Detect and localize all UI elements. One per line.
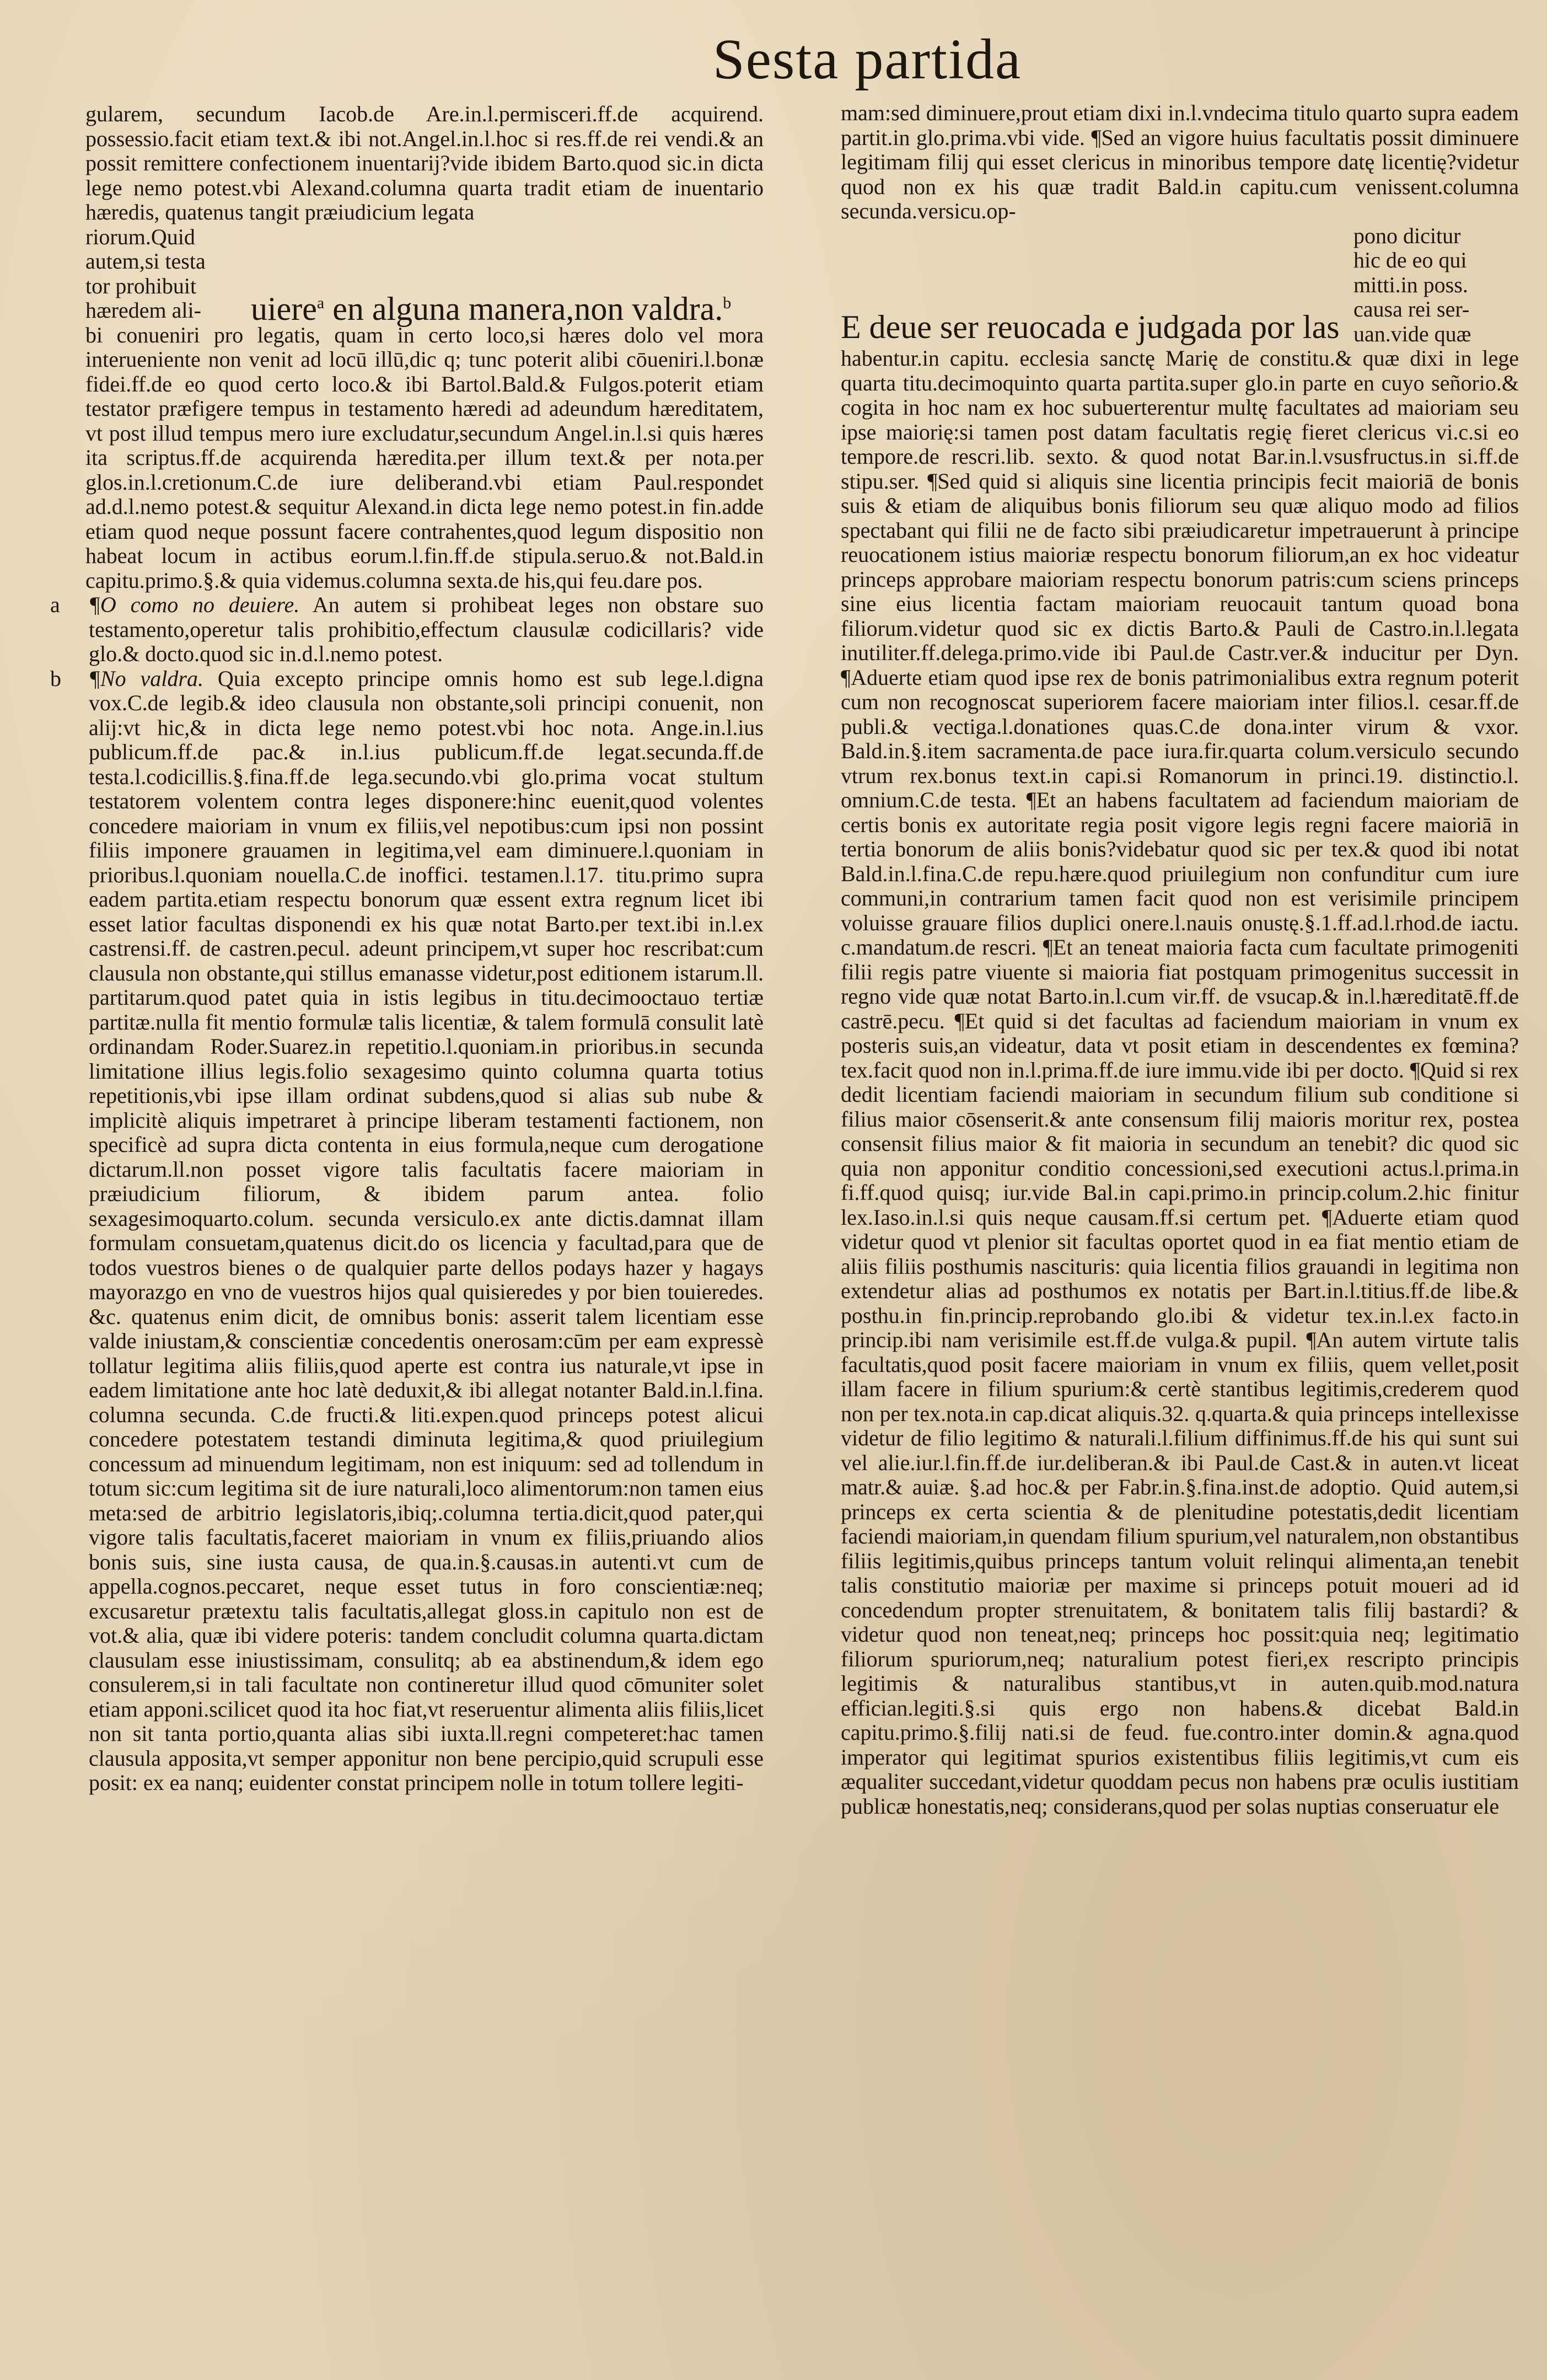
gloss-narrow-lines (1353, 224, 1519, 347)
gloss-line: tor prohibuit (85, 273, 197, 298)
right-paragraph: mam:sed diminuere,prout etiam dixi in.l.vndecima titulo quarto supra eadem partit.in glo.prima.vbi vide. ¶Sed an vigore huius facultatis possit diminuere legitimam filij qui esset clericus in minoribus tempore datę licentię?videtur quod non ex his quæ tradit Bald.in capitu.cum venissent.columna secunda.versicu.op- (841, 100, 1519, 223)
left-column (50, 101, 764, 1795)
law-text: E deue ser reuocada e judgada por las (841, 308, 1340, 345)
page-title: Sesta partida (712, 28, 1022, 91)
note-a (50, 592, 764, 667)
note-text: Quia excepto principe omnis homo est sub lege.l.digna vox.C.de legib.& ideo clausula non obstante,soli principi conuenit, non alij:vt hic,& in dicta lege nemo potest.vbi hoc nota. Ange.in.l.ius publicum.ff.de pac.& in.l.ius publicum.ff.de legat.secunda.ff.de testa.l.codicillis.§.fina.ff.de lega.secundo.vbi glo.prima vocat stultum testatorem volentem contra leges disponere:hinc euenit,quod volentes concedere maioriam in vnum ex filiis,vel nepotibus:cum ipsi non possint filiis imponere grauamen in legitima,vel eam diminuere.l.quoniam in prioribus.l.quoniam nouella.C.de inoffici. testamen.l.17. titu.primo supra eadem partita.etiam respectu bonorum quæ essent extra regnum licet ibi esset latior facultas disponendi ex his quæ notat Barto.per text.ibi in.l.ex castrensi.ff. de castren.pecul. adeunt principem,vt super hoc rescribat:cum clausula non obstante,qui stillus emanasse videtur,post editionem istarum.ll. partitarum.quod patet quia in istis legibus in titu.decimooctauo tertiæ partitæ.nulla fit mentio formulæ talis licentiæ, & talem formulā consulit latè ordinandam Roder.Suarez.in repetitio.l.quoniam.in prioribus.in secunda limitatione illius legis.folio sexagesimo quinto columna quarta totius repetitionis,vbi ipse illam ordinat subdens,quod si alias sub nube & implicitè aliquis impetraret à principe liberam testamenti factionem, non specificè ad supra dicta contenta in eius formula,neque cum derogatione dictarum.ll.non posset vigore talis facultatis facere maioriam in præiudicium filiorum, & ibidem parum antea. folio sexagesimoquarto.colum. secunda versiculo.ex ante dictis.damnat illam formulam consuetam,quatenus dicit.do os licencia y facultad,para que de todos vuestros bienes o de qualquier parte dellos podays hazer y hagays mayorazgo en vno de vuestros hijos qual quisieredes y por bien touieredes. &c. quatenus enim dicit, de omnibus bonis: asserit talem licentiam esse valde iniustam,& conscientiæ concedentis onerosam:cūm per eam expressè tollatur legitima aliis filiis,quod aperte est contra ius naturale,vt ipse in eadem limitatione ante hoc latè deduxit,& ibi allegat notanter Bald.in.l.fina. columna secunda. C.de fructi.& liti.expen.quod princeps potest alicui concedere potestatem testandi diminuta legitima,& quod priuilegium concessum ad minuendum legitimam, non est iniquum: sed ad tollendum in totum sic:cum legitima sit de iure naturali,loco alimentorum:non tamen eius meta:sed de arbitrio legislatoris,ibiq;.columna tertia.dicit,quod pater,qui vigore talis facultatis,faceret maioriam in vnum ex filiis,priuando alios bonis suis, sine iusta causa, de qua.in.§.causas.in autenti.vt cum de appella.cognos.peccaret, neque esset tutus in foro conscientiæ:neq; excusaretur prætextu talis facultatis,allegat gloss.in capitulo non est de vot.& alia, quæ ibi videre poteris: tandem concludit columna quarta.dictam clausulam esse iniustissimam, consulitq; ab ea abstinendum,& idem ego consulerem,si in tali facultate non contineretur illud quod cōmuniter solet etiam apponi.scilicet quod ita hoc fiat,vt reseruentur alimenta aliis filiis,licet non sit tanta portio,quanta alias sibi iuxta.ll.regni competeret:hac tamen clausula apposita,vt semper apponitur non bene percipio,quid scrupuli esse posit: ex ea nanq; euidenter constat principem nolle in totum tollere legiti- (89, 666, 764, 1795)
note-mark-a: a (316, 293, 325, 312)
note-body (89, 667, 764, 1795)
note-lemma: ¶O como no deuiere. (89, 592, 300, 617)
gloss-line: uan.vide quæ (1353, 321, 1471, 346)
right-paragraph: habentur.in capitu. ecclesia sanctę Marię de constitu.& quæ dixi in lege quarta titu.decimoquinto quarta partita.super glo.in parte en cuyo señorio.& cogita in hoc nam ex hoc subuerterentur multę facultates ad maioriam seu ipse maiorię:si tamen post datam facultatis regię fieret clericus vi.c.si eo tempore.de rescri.lib. sexto. & quod notat Bar.in.l.vsusfructus.in si.ff.de stipu.ser. ¶Sed quid si aliquis sine licentia principis fecit maioriā de bonis suis & etiam de aliquibus bonis filiorum seu quæ aliquo modo ad filios spectabant qui filii ne de facto sibi præiudicaretur impetrauerunt à principe reuocationem istius maioriæ respectu bonorum filiorum,an ex hoc videatur princeps approbare maioriam respectu bonorum patris:cum sciens princeps sine eius licentia factam maioriam reuocauit tantum quoad bona filiorum.videtur quod sic ex dictis Barto.& Pauli de Castro.in.l.legata inutiliter.ff.delega.primo.vide ibi Paul.de Castr.ver.& inducitur per Dyn. ¶Aduerte etiam quod ipse rex de bonis patrimonialibus extra regnum poterit cum non recognoscat superiorem facere maioriam inter filios.l. cesar.ff.de publi.& vectiga.l.donationes quas.C.de dona.inter virum & vxor. Bald.in.§.item sacramenta.de pace iura.fir.quarta colum.versiculo secundo vtrum rex.bonus text.in capi.si Romanorum in princi.19. distinctio.l. omnium.C.de testa. ¶Et an habens facultatem ad faciendum maioriam de certis bonis ex autoritate regia posit vigore legis regni facere maioriā in tertia bonorum de aliis bonis?videbatur quod sic per tex.& quod ibi notat Bald.in.l.fina.C.de repu.hære.quod priuilegium non confunditur cum iure communi,in contrarium tamen facit quod non est verisimile principem voluisse grauare filios duplici onere.l.nauis onustę.§.1.ff.ad.l.rhod.de iactu. c.mandatum.de rescri. ¶Et an teneat maioria facta cum facultate primogeniti filii regis patre viuente si maioria fiat postquam primogenitus successit in regno vide quæ notat Barto.in.l.cum vir.ff. de vsucap.& in.l.hæreditatē.ff.de castrē.pecu. ¶Et quid si det facultas ad faciendum maioriam in vnum ex posteris suis,an videatur, data vt posit etiam in descendentes ex fœmina?tex.facit quod non in.l.prima.ff.de iure immu.vide ibi per docto. ¶Quid si rex dedit licentiam faciendi maioriam in secundum filium sub conditione si filius maior cōsenserit.& ante consensum filij maioris moritur rex, postea consensit filius maior & fit maioria in secundum an tenebit? dic quod sic quia non apponitur conditio concessioni,sed executioni actus.l.prima.in fi.ff.quod quisq; iur.vide Bal.in capi.primo.in princip.colum.2.hic finitur lex.Iaso.in.l.si quis neque causam.ff.si certum pet. ¶Aduerte etiam quod videtur quod vt plenior sit facultas oportet quod in ea fiat mentio etiam de aliis filiis posthumis nascituris: quia licentia filios grauandi in legitima non extendetur alias ad posthumos ex notatis per Bart.in.l.titius.ff.de libe.& posthu.in fin.princip.reprobando glo.ibi & videtur tex.in.l.ex facto.in princip.ibi nam verisimile est.ff.de vulga.& pupil. ¶An autem virtute talis facultatis,quod posit facere maioriam in vnum ex filiis, quem vellet,posit illam facere in filium spurium:& certè stantibus legitimis,crederem quod non per tex.nota.in cap.dicat aliquis.32. q.quarta.& quia princeps intellexisse videtur de filio legitimo & naturali.l.filium diffinimus.ff.de his qui sunt sui vel alie.iur.l.fin.ff.de iur.deliberan.& ibi Paul.de Cast.& in auten.vt liceat matr.& auiæ. §.ad hoc.& per Fabr.in.§.fina.inst.de adoptio. Quid autem,si princeps ex certa scientia & de plenitudine potestatis,dedit licentiam faciendi maioriam,in quendam filium spurium,vel naturalem,non obstantibus filiis legitimis,quibus princeps tantum voluit relinqui alimenta,an tenebit talis constitutio maioriæ per maxime si princeps potuit moueri ad id concedendum propter strenuitatem, & bonitatem talis filij bastardi? & videtur quod non teneat,neq; princeps hoc possit:quia neq; legitimatio filiorum spuriorum,neq; naturalium potest fieri,ex rescripto principis legitimis & naturalibus stantibus,vt in auten.quib.mod.natura effician.legiti.§.si quis ergo non habens.& dicebat Bald.in capitu.primo.§.filij nati.si de feud. fue.contro.inter domin.& agna.quod imperator qui legitimat spurios existentibus filiis legitimis,vt cum eis æqualiter succedant,videtur quoddam pecus non habens præ oculis iustitiam publicæ honestatis,neq; considerans,quod per solas nuptias conseruatur ele (841, 346, 1519, 1819)
gloss-line: pono dicitur (1353, 223, 1461, 248)
law-text: uiere (251, 290, 317, 327)
gloss-line: hic de eo qui (1353, 248, 1467, 272)
law-text-line (245, 225, 764, 327)
note-marker: a (50, 592, 60, 617)
law-text: en alguna manera,non valdra. (332, 290, 723, 327)
gloss-narrow-lines (85, 225, 245, 323)
left-paragraph: bi conueniri pro legatis, quam in certo loco,si hæres dolo vel mora interueniente non venit ad locū illū,dic q; tunc poterit alibi cōueniri.l.bonæ fidei.ff.de eo quod certo loco.& ibi Bartol.Bald.& Fulgos.poterit etiam testator præfigere tempus in testamento hæredi ad adeundum hæreditatem, vt post illud tempus mero iure excludatur,secundum Angel.in.l.si quis hæres ita scriptus.ff.de acquirenda hæredita.per illum text.& per nota.per glos.in.l.cretionum.C.de iure deliberand.vbi etiam Paul.respondet ad.d.l.nemo potest.& sequitur Alexand.in dicta lege nemo potest.in fin.adde etiam quod neque possunt facere contrahentes,quod legum dispositio non habeat locum in actibus eorum.l.fin.ff.de stipula.seruo.& not.Bald.in capitu.primo.§.& quia videmus.columna sexta.de his,qui feu.dare pos. (85, 322, 764, 593)
note-lemma: ¶No valdra. (89, 666, 203, 691)
note-mark-b: b (723, 293, 732, 312)
left-paragraph: gularem, secundum Iacob.de Are.in.l.permisceri.ff.de acquirend. possessio.facit etiam text.& ibi not.Angel.in.l.hoc si res.ff.de rei vendi.& an possit remittere confectionem inuentarij?vide ibidem Barto.quod sic.in dicta lege nemo potest.vbi Alexand.columna quarta tradit etiam de inuentario hæredis, quatenus tangit præiudicium legata (85, 101, 764, 224)
law-text-line (841, 224, 1353, 345)
note-text: An autem si prohibeat leges non obstare suo testamento,operetur talis prohibitio,effectum clausulæ codicillaris? vide glo.& docto.quod sic in.d.l.nemo potest. (89, 592, 764, 666)
gloss-line: hæredem ali- (85, 298, 201, 323)
law-text-block (85, 224, 764, 327)
gloss-line: mitti.in poss. (1353, 272, 1468, 297)
note-body (89, 593, 764, 667)
note-b (50, 666, 764, 1795)
gloss-line: autem,si testa (85, 249, 206, 274)
gloss-line: riorum.Quid (85, 224, 195, 249)
gloss-line: causa rei ser- (1353, 297, 1470, 321)
right-column (841, 101, 1519, 1819)
law-text-block (841, 224, 1519, 347)
note-marker: b (50, 666, 61, 691)
